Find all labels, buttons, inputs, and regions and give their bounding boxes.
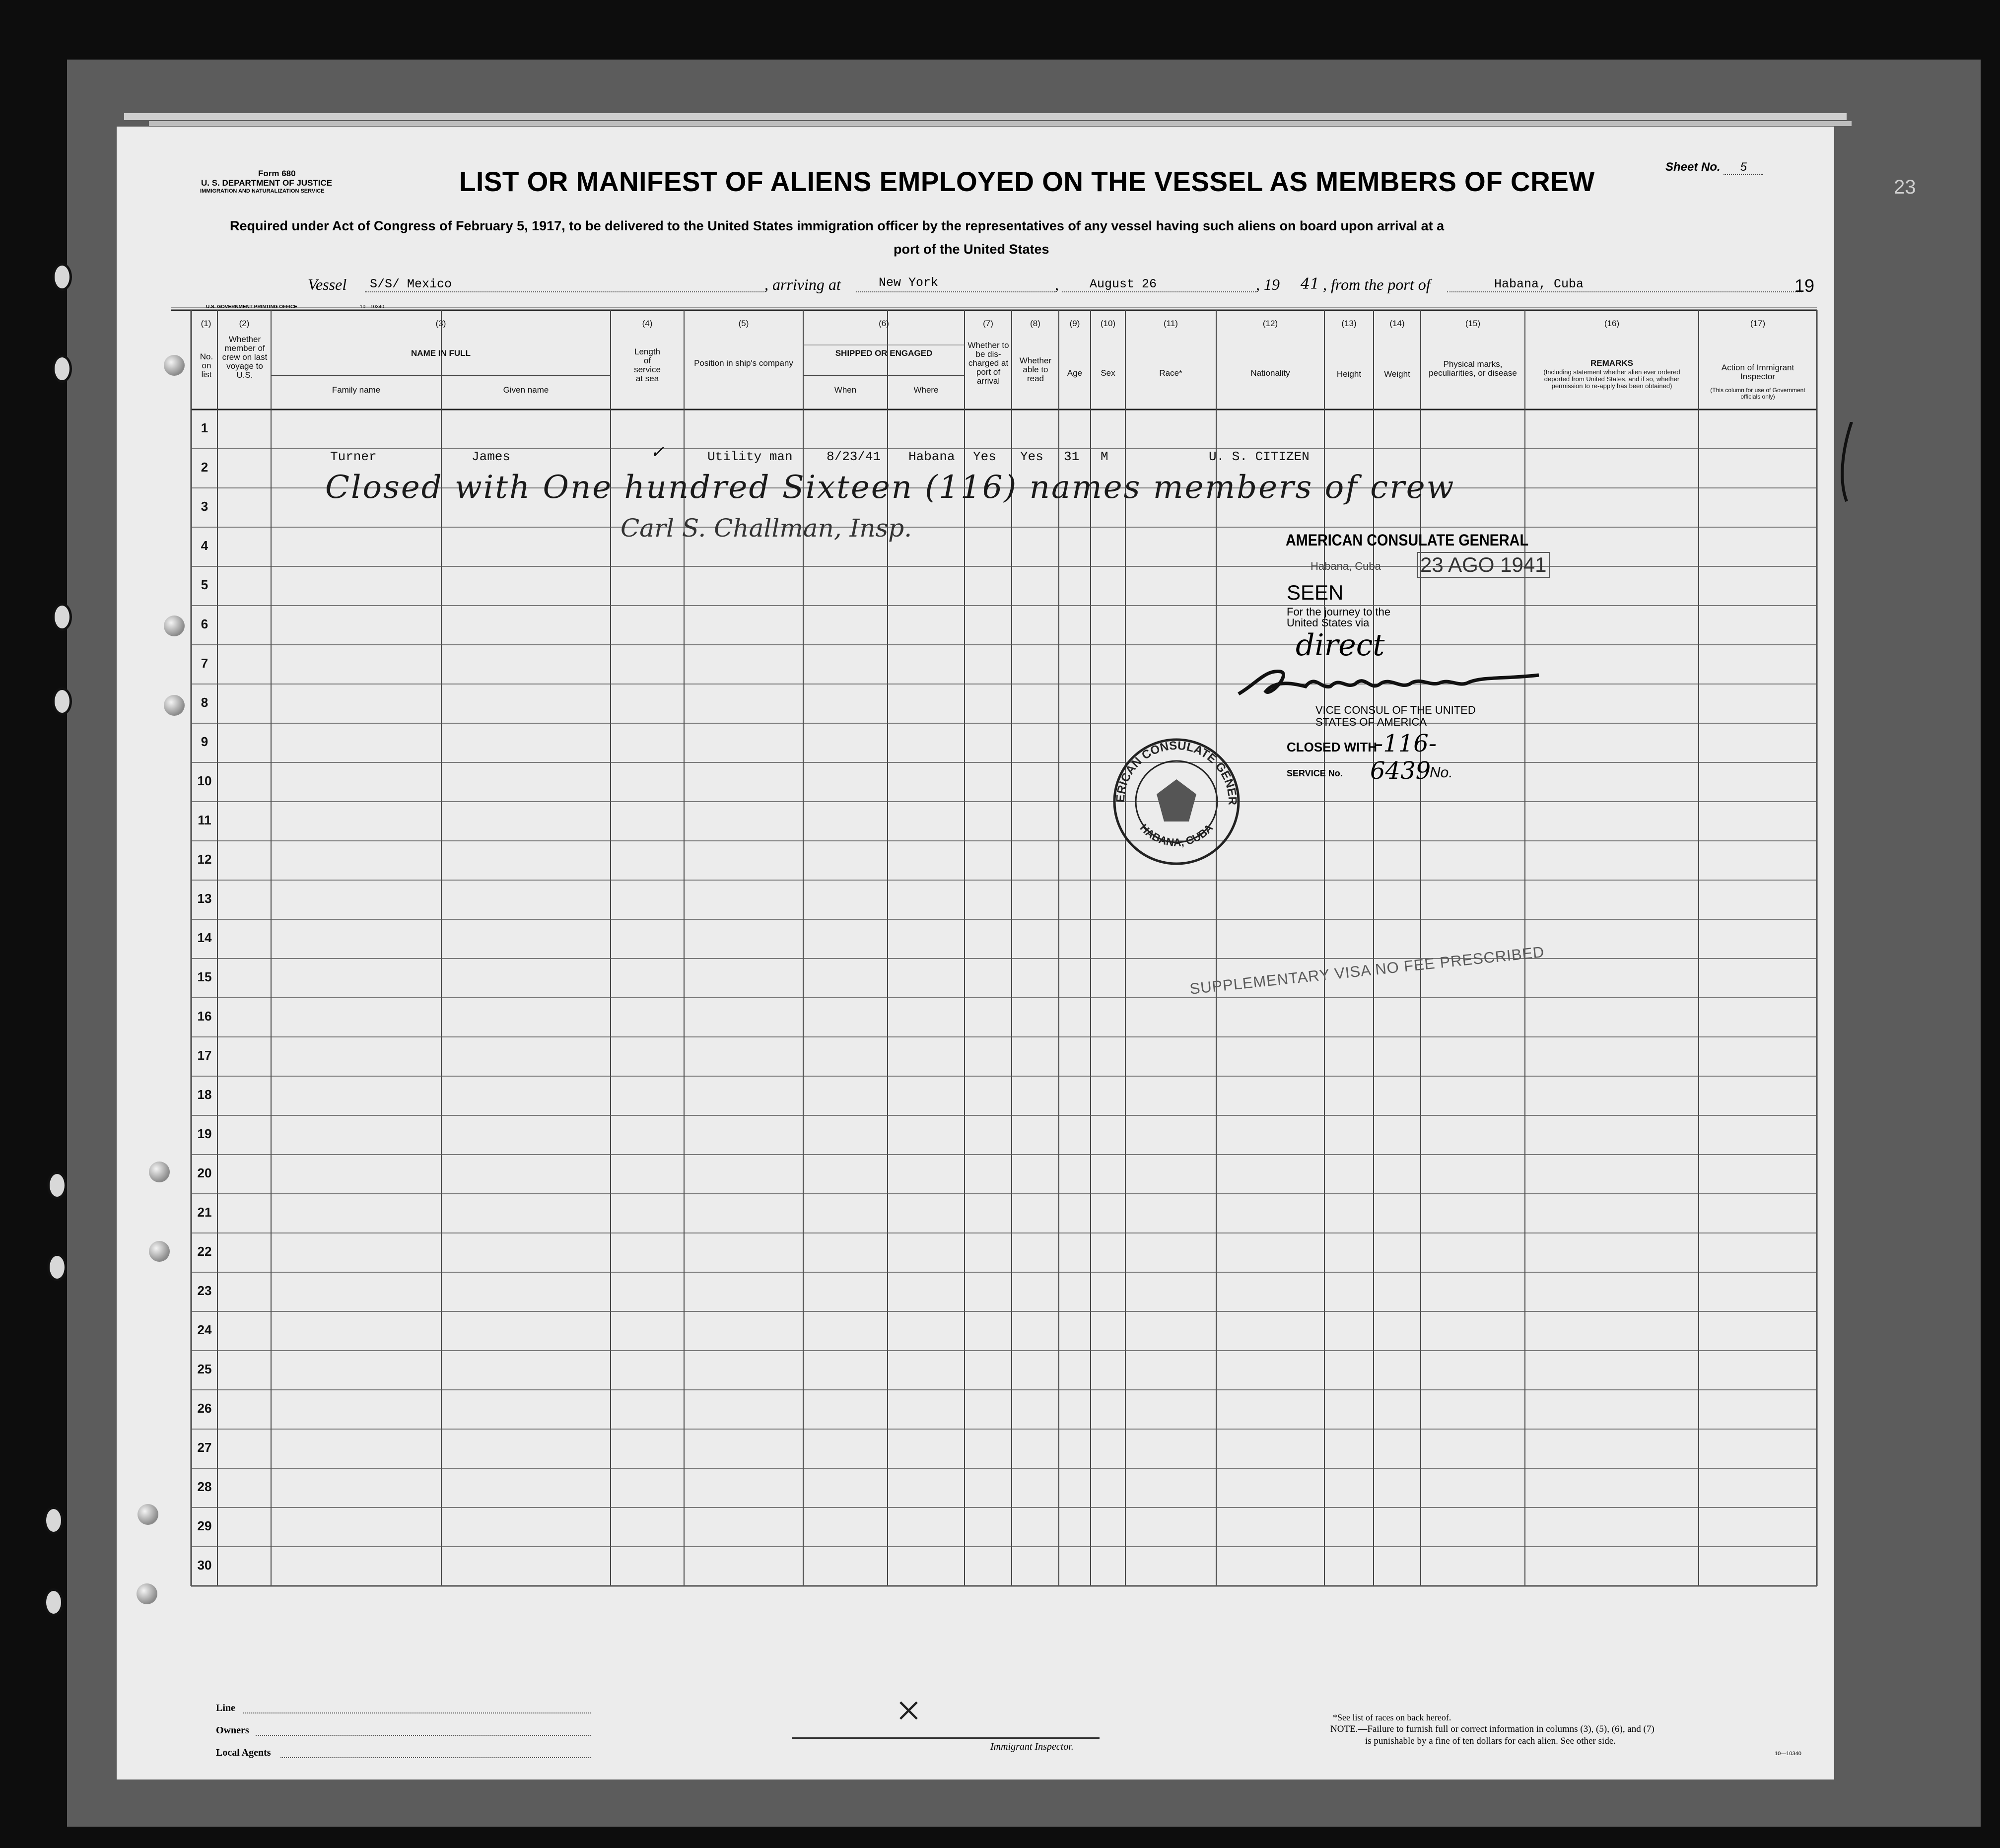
row-number: 17 (197, 1048, 212, 1063)
col-3-label: NAME IN FULL (411, 348, 471, 358)
footer-line-underline (243, 1712, 591, 1713)
row-number: 27 (197, 1440, 212, 1455)
stamp-seen: SEEN (1287, 581, 1344, 604)
penalty-note-line1: NOTE.—Failure to furnish full or correct information in columns (3), (5), (6), and (7) (1330, 1724, 1655, 1734)
arriving-underline (856, 291, 1055, 292)
col-8-number: (8) (1030, 319, 1040, 328)
binder-ring (52, 355, 72, 383)
entry-shipped-where: Habana (908, 449, 955, 464)
binder-ring (44, 1506, 64, 1534)
stamp-journey-line1: For the journey to the (1287, 606, 1391, 618)
row-number: 21 (197, 1205, 212, 1220)
stamp-location: Habana, Cuba (1310, 560, 1381, 572)
row-number: 2 (201, 460, 208, 475)
form-subtitle-line2: port of the United States (894, 242, 1049, 257)
year-prefix: , 19 (1256, 275, 1280, 293)
form-number: Form 680 (258, 169, 296, 178)
row-number: 3 (201, 499, 208, 514)
col-1-label: No. on list (200, 352, 213, 379)
arriving-label: , arriving at (764, 275, 841, 293)
footer-agents-underline (280, 1757, 591, 1758)
footer-owners-underline (256, 1735, 591, 1736)
col-17-label: Action of Immigrant Inspector (1721, 363, 1794, 381)
col-15-number: (15) (1465, 319, 1481, 328)
col-15-label: Physical marks, peculiarities, or disease (1429, 359, 1517, 378)
entry-age: 31 (1064, 449, 1080, 464)
sheet-label (1665, 160, 1763, 175)
curled-page-edge (1837, 422, 1857, 1638)
consulate-seal (1109, 735, 1243, 869)
binder-ring (52, 687, 72, 715)
races-note: *See list of races on back hereof. (1333, 1712, 1451, 1722)
row-number: 25 (197, 1362, 212, 1376)
printing-office: U.S. GOVERNMENT PRINTING OFFICE (206, 304, 297, 310)
entry-discharged: Yes (973, 449, 996, 464)
print-code: 10—10340 (360, 304, 384, 310)
arriving-port: New York (879, 275, 939, 290)
row-number: 22 (197, 1244, 212, 1259)
punch-hole (164, 355, 185, 376)
form-title: LIST OR MANIFEST OF ALIENS EMPLOYED ON THE VESSEL AS MEMBERS OF CREW (459, 166, 1595, 197)
sheet-number-label: Sheet No. (1665, 160, 1721, 174)
inspector-signature-line (792, 1737, 1100, 1739)
col-4-label: Length of service at sea (634, 347, 661, 383)
col-16-label: REMARKS (1590, 358, 1633, 368)
col-16-number: (16) (1604, 319, 1620, 328)
inspector-signature: Carl S. Challman, Insp. (621, 514, 912, 543)
col-9-number: (9) (1069, 319, 1080, 328)
row-number: 10 (197, 773, 212, 788)
vessel-label: Vessel (308, 275, 347, 293)
entry-position: Utility man (707, 449, 793, 464)
supplementary-visa-stamp: SUPPLEMENTARY VISA NO FEE PRESCRIBED (1189, 943, 1545, 998)
col-11-label: Race* (1159, 368, 1182, 378)
row-number: 6 (201, 616, 208, 631)
row-number: 26 (197, 1401, 212, 1416)
stamp-closed-with-value: -116- (1375, 730, 1437, 757)
row-number: 12 (197, 852, 212, 867)
footer-owners-label: Owners (216, 1725, 249, 1736)
vessel-name: S/S/ Mexico (370, 277, 452, 291)
consulate-stamp (1281, 531, 1559, 819)
col-7-label: Whether to be dis-charged at port of arrival (967, 341, 1009, 386)
col-8-label: Whether able to read (1019, 356, 1052, 383)
col-17-number: (17) (1750, 319, 1766, 328)
row-number: 14 (197, 930, 212, 945)
entry-family-name: Turner (330, 449, 377, 464)
stamp-journey-line2: United States via (1287, 616, 1370, 629)
col-5-label: Position in ship's company (694, 358, 793, 368)
col-10-label: Sex (1101, 368, 1115, 378)
closed-with-handwritten-note: Closed with One hundred Sixteen (116) names members of crew (325, 469, 1455, 506)
col-1-number: (1) (201, 319, 211, 328)
col-5-number: (5) (738, 319, 749, 328)
stamp-service-label: SERVICE No. (1287, 768, 1343, 778)
manifest-sheet (117, 127, 1834, 1780)
row-number: 18 (197, 1087, 212, 1102)
immigrant-inspector-label: Immigrant Inspector. (990, 1741, 1074, 1752)
binder-ring (44, 1588, 64, 1616)
col-3-sub-family: Family name (332, 385, 381, 395)
punch-hole (137, 1583, 157, 1604)
date-underline (1062, 291, 1256, 292)
col-2-number: (2) (239, 319, 250, 328)
vessel-underline (365, 291, 764, 292)
col-4-number: (4) (642, 319, 653, 328)
row-number: 20 (197, 1165, 212, 1180)
from-port-label: , from the port of (1323, 275, 1431, 293)
stamp-heading: AMERICAN CONSULATE GENERAL (1286, 531, 1529, 549)
entry-shipped-when: 8/23/41 (827, 449, 881, 464)
col-13-number: (13) (1341, 319, 1357, 328)
col-11-number: (11) (1164, 319, 1178, 328)
col-3-number: (3) (435, 319, 446, 328)
entry-race-nationality: U. S. CITIZEN (1209, 449, 1310, 464)
vice-consul-signature (1236, 664, 1544, 704)
col-7-number: (7) (983, 319, 993, 328)
stamp-title-line1: VICE CONSUL OF THE UNITED (1315, 704, 1476, 716)
seal-ring-text: ERICAN CONSULATE GENER (1113, 739, 1240, 806)
binder-ring (47, 1171, 67, 1199)
arrival-date: August 26 (1090, 277, 1157, 291)
col-6-number: (6) (879, 319, 889, 328)
row-number: 29 (197, 1518, 212, 1533)
stamp-service-value: 6439 (1370, 757, 1431, 785)
entry-able-to-read: Yes (1020, 449, 1043, 464)
row-number: 28 (197, 1479, 212, 1494)
col-13-label: Height (1336, 369, 1362, 379)
margin-number: 23 (1894, 176, 1916, 198)
col-14-label: Weight (1384, 369, 1410, 379)
from-port-underline (1447, 291, 1802, 292)
row-number: 23 (197, 1283, 212, 1298)
stamp-title-line2: STATES OF AMERICA (1315, 716, 1427, 728)
entry-sex: M (1101, 449, 1108, 464)
row-number: 11 (198, 813, 211, 827)
entry-length-of-service: ✓ (650, 444, 665, 463)
col-9-label: Age (1067, 368, 1083, 378)
footer-print-code: 10—10340 (1775, 1751, 1801, 1757)
row-number: 15 (197, 969, 212, 984)
col-6-label: SHIPPED OR ENGAGED (835, 348, 933, 358)
vice-consul-signature-scribble (1236, 664, 1544, 704)
col-17-note: (This column for use of Government officials only) (1710, 387, 1805, 400)
underlying-sheet-edge (124, 113, 1847, 120)
col-10-number: (10) (1100, 319, 1116, 328)
punch-hole (164, 616, 185, 636)
punch-hole (164, 695, 185, 716)
row-number: 9 (201, 734, 208, 749)
row-number: 24 (197, 1322, 212, 1337)
binder-ring (52, 263, 72, 291)
stamp-closed-with-label: CLOSED WITH (1287, 740, 1377, 754)
stamp-date: 23 AGO 1941 (1417, 552, 1550, 578)
form-subtitle-line1: Required under Act of Congress of February 5, 1917, to be delivered to the United States immigration officer by the representatives of any vessel having such aliens on board upon arrival at a (230, 218, 1445, 233)
row-number: 16 (197, 1009, 212, 1024)
row-number: 7 (201, 656, 208, 671)
footer-line-label: Line (216, 1703, 235, 1713)
col-6-sub-when: When (834, 385, 857, 395)
page-edge-curve (1837, 422, 1857, 1638)
department-name: U. S. DEPARTMENT OF JUSTICE (201, 178, 333, 188)
punch-hole (138, 1504, 158, 1525)
page-number: 19 (1794, 275, 1815, 296)
col-3-sub-given: Given name (503, 385, 549, 395)
footer-agents-label: Local Agents (216, 1747, 271, 1758)
binder-ring (52, 603, 72, 631)
col-14-number: (14) (1389, 319, 1405, 328)
from-port: Habana, Cuba (1494, 277, 1584, 291)
col-12-number: (12) (1262, 319, 1278, 328)
punch-hole (149, 1162, 170, 1182)
row-number: 1 (201, 420, 208, 435)
comma-separator: , (1055, 275, 1059, 293)
eagle-emblem-icon (1157, 779, 1196, 821)
stamp-via-handwritten: direct (1296, 628, 1385, 663)
col-12-label: Nationality (1250, 368, 1290, 378)
row-number: 4 (201, 538, 208, 553)
svg-text:HABANA, CUBA (1138, 821, 1216, 849)
punch-hole (149, 1241, 170, 1262)
underlying-sheet-edge (149, 121, 1852, 126)
penalty-note-line2: is punishable by a fine of ten dollars for each alien. See other side. (1365, 1736, 1616, 1746)
inspector-x-mark: × (896, 1686, 921, 1735)
col-2-label: Whether member of crew on last voyage to U.S. (222, 335, 268, 380)
binder-ring (47, 1253, 67, 1281)
row-number: 13 (197, 891, 212, 906)
entry-given-name: James (472, 449, 511, 464)
row-number: 19 (197, 1126, 212, 1141)
col-16-note: (Including statement whether alien ever ordered deported from United States, and if so, whether permission to re-apply has been obtained) (1543, 368, 1680, 390)
col-6-sub-where: Where (913, 385, 939, 395)
service-name: IMMIGRATION AND NATURALIZATION SERVICE (200, 188, 325, 194)
seal-bottom-text: HABANA, CUBA (1137, 821, 1216, 849)
row-number: 30 (197, 1558, 212, 1573)
row-number: 5 (201, 577, 208, 592)
row-number: 8 (201, 695, 208, 710)
seal-graphic (1109, 735, 1243, 869)
stamp-service-suffix: No. (1430, 764, 1453, 781)
year-suffix: 41 (1301, 275, 1320, 293)
sheet-number: 5 (1724, 160, 1763, 175)
